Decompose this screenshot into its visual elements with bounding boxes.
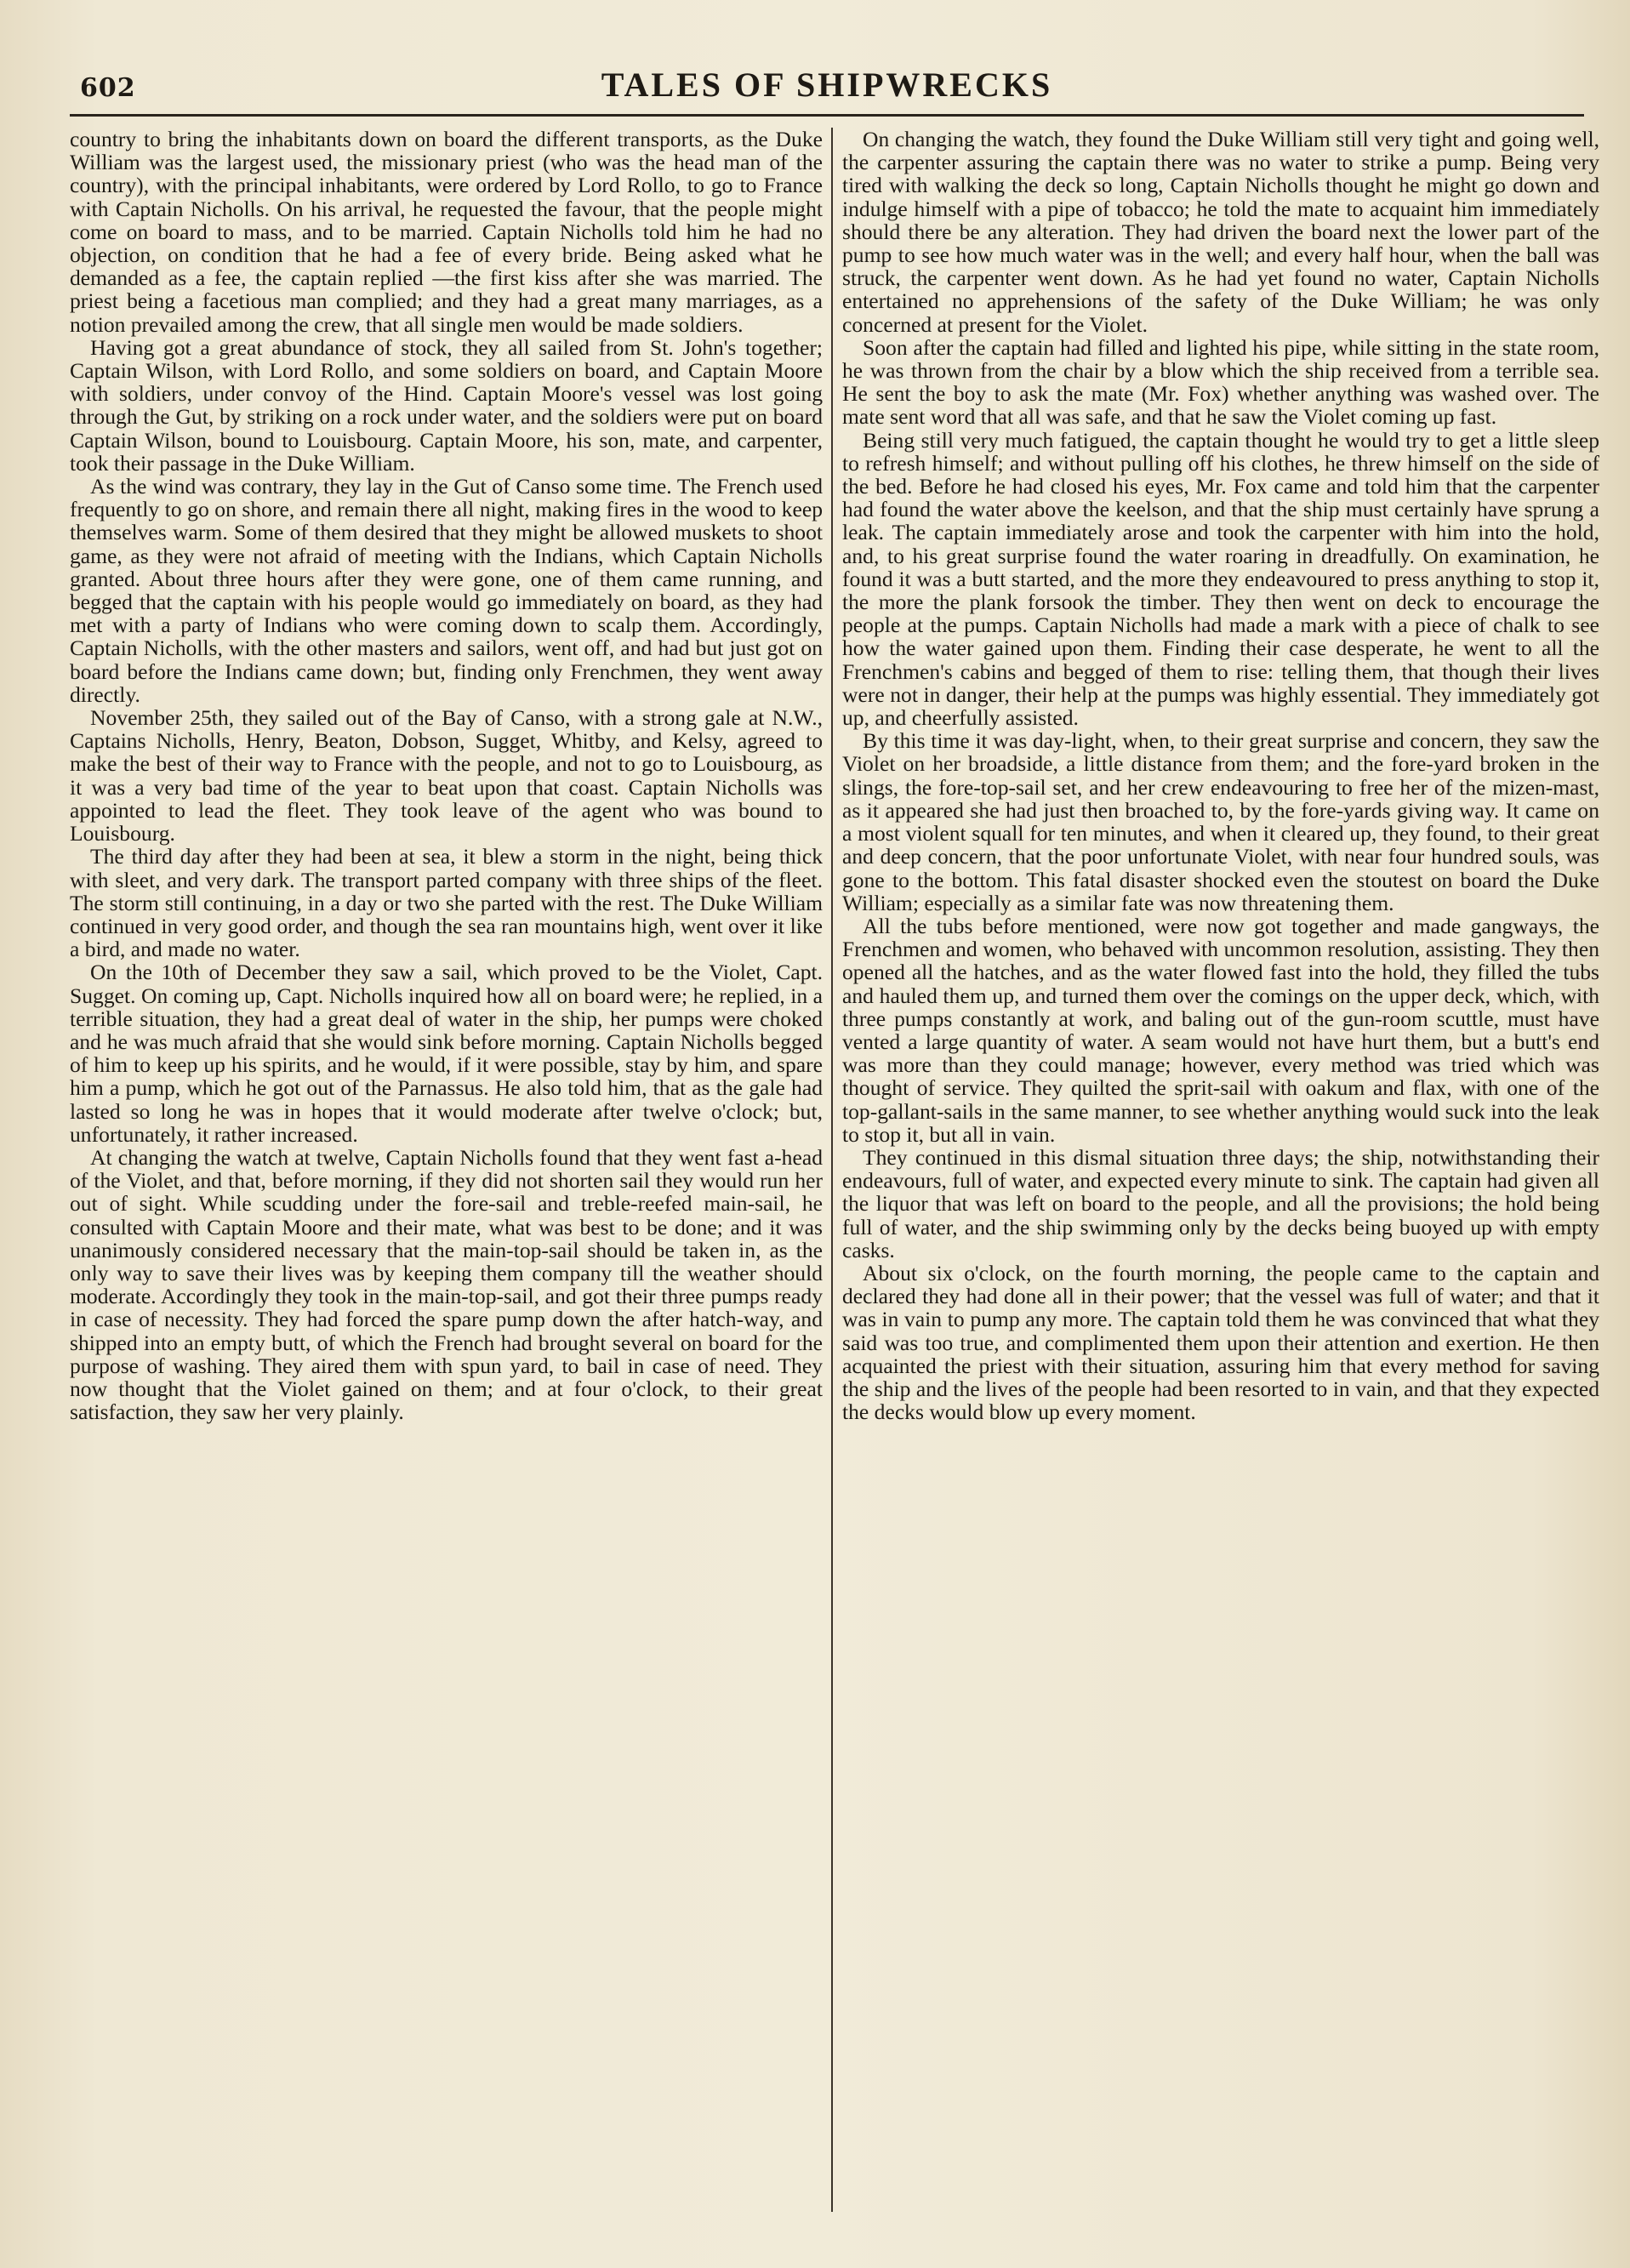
paragraph: November 25th, they sailed out of the Bay of Canso, with a strong gale at N.W., Captains Nicholls, Henry, Beaton, Dobson, Sugget, Whitby, and Kelsy, agreed to make the best of their way to France with the people, and not to go to Louisbourg, as it was a very bad time of the year to beat upon that coast. Captain Nicholls was appointed to lead the fleet. They took leave of the agent who was bound to Louisbourg. (70, 705, 823, 846)
paragraph: All the tubs before mentioned, were now got together and made gangways, the Frenchmen and women, who behaved with uncommon resolution, assisting. They then opened all the hatches, and as the water flowed fast into the hold, they filled the tubs and hauled them up, and turned them over the comings on the upper deck, which, with three pumps constantly at work, and baling out of the gun-room scuttle, must have vented a large quantity of water. A seam would not have hurt them, but a butt's end was more than they could manage; however, every method was tried which was thought of service. They quilted the sprit-sail with oakum and flax, with one of the top-gallant-sails in the same manner, to see whether anything would suck into the leak to stop it, but all in vain. (842, 913, 1599, 1147)
page-header (70, 61, 1584, 121)
paragraph: Soon after the captain had filled and lighted his pipe, while sitting in the state room, he was thrown from the chair by a blow which the ship received from a terrible sea. He sent the boy to ask the mate (Mr. Fox) whether anything was washed over. The mate sent word that all was safe, and that he saw the Violet coming up fast. (842, 334, 1599, 430)
paragraph: About six o'clock, on the fourth morning, the people came to the captain and declared they had done all in their power; that the vessel was full of water; and that it was in vain to pump any more. The captain told them he was convinced that what they said was too true, and complimented them upon their attention and exertion. He then acquainted the priest with their situation, assuring him that every method for saving the ship and the lives of the people had been resorted to in vain, and that they expected the decks would blow up every moment. (842, 1260, 1599, 1425)
paragraph: On changing the watch, they found the Duke William still very tight and going well, the carpenter assuring the captain there was no water to strike a pump. Being very tired with walking the deck so long, Captain Nicholls thought he might go down and indulge himself with a pipe of tobacco; he told the mate to acquaint him immediately should there be any alteration. They had driven the board next the lower part of the pump to see how much water was in the well; and every half hour, when the ball was struck, the carpenter went down. As he had yet found no water, Captain Nicholls entertained no apprehensions of the safety of the Duke William; he was only concerned at present for the Violet. (842, 128, 1599, 337)
header-rule (70, 114, 1584, 117)
paragraph: The third day after they had been at sea, it blew a storm in the night, being thick with sleet, and very dark. The transport parted company with three ships of the fleet. The storm still continuing, in a day or two she parted with the rest. The Duke William continued in very good order, and though the sea ran mountains high, went over it like a bird, and made no water. (70, 844, 823, 962)
column-divider (831, 128, 833, 2212)
running-head: TALES OF SHIPWRECKS (601, 66, 1053, 104)
left-column (70, 128, 823, 2212)
paragraph: Having got a great abundance of stock, they all sailed from St. John's together; Captain Wilson, with Lord Rollo, and some soldiers on board, and Captain Moore with soldiers, under convoy of the Hind. Captain Moore's vessel was lost going through the Gut, by striking on a rock under water, and the soldiers were put on board Captain Wilson, bound to Louisbourg. Captain Moore, his son, mate, and carpenter, took their passage in the Duke William. (70, 334, 823, 476)
paragraph: Being still very much fatigued, the captain thought he would try to get a little sleep to refresh himself; and without pulling off his clothes, he threw himself on the side of the bed. Before he had closed his eyes, Mr. Fox came and told him that the carpenter had found the water above the keelson, and that the ship must certainly have sprung a leak. The captain immediately arose and took the carpenter with him into the hold, and, to his great surprise found the water roaring in dreadfully. On examination, he found it was a butt started, and the more they endeavoured to press anything to stop it, the more the plank forsook the timber. They then went on deck to encourage the people at the pumps. Captain Nicholls had made a mark with a piece of chalk to see how the water gained upon them. Finding their case desperate, he went to all the Frenchmen's cabins and begged of them to rise: telling them, that though their lives were not in danger, their help at the pumps was highly essential. They immediately got up, and cheerfully assisted. (842, 427, 1599, 731)
right-column (842, 128, 1599, 2212)
paragraph: On the 10th of December they saw a sail, which proved to be the Violet, Capt. Sugget. On coming up, Capt. Nicholls inquired how all on board were; he replied, in a terrible situation, they had a great deal of water in the ship, her pumps were choked and he was much afraid that she would sink before morning. Captain Nicholls begged of him to keep up his spirits, and he would, if it were possible, stay by him, and spare him a pump, which he got out of the Parnassus. He also told him, that as the gale had lasted so long he was in hopes that it would moderate after twelve o'clock; but, unfortunately, it rather increased. (70, 960, 823, 1147)
paragraph: At changing the watch at twelve, Captain Nicholls found that they went fast a-head of the Violet, and that, before morning, if they did not shorten sail they would run her out of sight. While scudding under the fore-sail and treble-reefed main-sail, he consulted with Captain Moore and their mate, what was best to be done; and it was unanimously considered necessary that the main-top-sail should be taken in, as the only way to save their lives was by keeping them company till the weather should moderate. Accordingly they took in the main-top-sail, and got their three pumps ready in case of necessity. They had forced the spare pump down the after hatch-way, and shipped into an empty butt, of which the French had brought several on board for the purpose of washing. They aired them with spun yard, to bail in case of need. They now thought that the Violet gained on them; and at four o'clock, to their great satisfaction, they saw her very plainly. (70, 1144, 823, 1425)
paragraph: By this time it was day-light, when, to their great surprise and concern, they saw the Violet on her broadside, a little distance from them; and the fore-yard broken in the slings, the fore-top-sail set, and her crew endeavouring to free her of the mizen-mast, as it appeared she had just then broached to, by the fore-yards giving way. It came on a most violent squall for ten minutes, and when it cleared up, they found, to their great and deep concern, that the poor unfortunate Violet, with near four hundred souls, was gone to the bottom. This fatal disaster shocked even the stoutest on board the Duke William; especially as a similar fate was now threatening them. (842, 728, 1599, 915)
paragraph: country to bring the inhabitants down on board the different transports, as the Duke William was the largest used, the missionary priest (who was the head man of the country), with the principal inhabitants, were ordered by Lord Rollo, to go to France with Captain Nicholls. On his arrival, he requested the favour, that the people might come on board to mass, and to be married. Captain Nicholls told him he had no objection, on condition that he had a fee of every bride. Being asked what he demanded as a fee, the captain replied —the first kiss after she was married. The priest being a facetious man complied; and they had a great many marriages, as a notion prevailed among the crew, that all single men would be made soldiers. (70, 128, 823, 337)
page-number: 602 (80, 73, 136, 103)
paragraph: As the wind was contrary, they lay in the Gut of Canso some time. The French used frequently to go on shore, and remain there all night, making fires in the wood to keep themselves warm. Some of them desired that they might be allowed muskets to shoot game, as they were not afraid of meeting with the Indians, which Captain Nicholls granted. About three hours after they were gone, one of them came running, and begged that the captain with his people would go immediately on board, as they had met with a party of Indians who were coming down to scalp them. Accordingly, Captain Nicholls, with the other masters and sailors, went off, and had but just got on board before the Indians came down; but, finding only Frenchmen, they went away directly. (70, 474, 823, 707)
paragraph: They continued in this dismal situation three days; the ship, notwithstanding their endeavours, full of water, and expected every minute to sink. The captain had given all the liquor that was left on board to the people, and all the provisions; the hold being full of water, and the ship swimming only by the decks being buoyed up with empty casks. (842, 1144, 1599, 1262)
